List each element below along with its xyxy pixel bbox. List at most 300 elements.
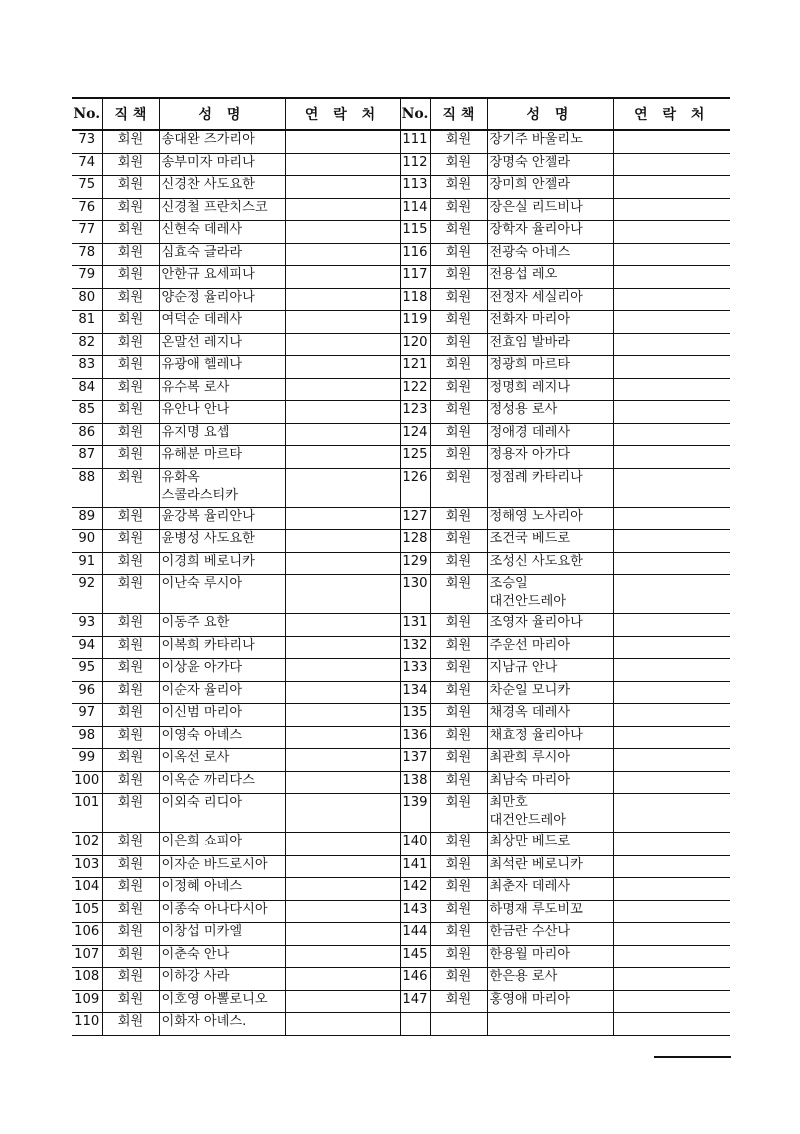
member-name-left xyxy=(159,266,285,289)
member-role-left: 회원 xyxy=(102,636,159,659)
member-role-right: 회원 xyxy=(430,446,487,469)
member-name-text: 유화옥 xyxy=(161,469,200,485)
member-role-right: 회원 xyxy=(430,704,487,727)
member-name-left xyxy=(159,968,285,991)
member-no-right: 127 xyxy=(400,507,430,530)
member-name-right xyxy=(487,681,613,704)
member-no-right: 123 xyxy=(400,401,430,424)
member-role-left: 회원 xyxy=(102,378,159,401)
header-name-left: 성 명 xyxy=(159,98,285,130)
table-row xyxy=(72,333,730,356)
member-role-left: 회원 xyxy=(102,446,159,469)
member-name-left xyxy=(159,176,285,199)
member-no-left: 84 xyxy=(72,378,102,401)
member-no-right: 147 xyxy=(400,990,430,1013)
member-role-left: 회원 xyxy=(102,423,159,446)
member-name-left xyxy=(159,288,285,311)
table-row xyxy=(72,726,730,749)
table-row xyxy=(72,575,730,614)
table-row xyxy=(72,794,730,833)
member-contact-left xyxy=(285,1013,400,1036)
member-name-text: 이옥순 까리다스 xyxy=(161,772,255,788)
member-name-text: 장학자 율리아나 xyxy=(489,222,583,237)
member-contact-right xyxy=(613,681,730,704)
member-contact-right xyxy=(613,530,730,553)
member-name-text: 신경철 프란치스코 xyxy=(161,199,268,215)
member-name-right xyxy=(487,575,613,614)
member-contact-left xyxy=(285,833,400,856)
member-name-text: 신현숙 데레사 xyxy=(161,222,243,237)
member-name-right xyxy=(487,530,613,553)
member-contact-left xyxy=(285,468,400,507)
member-role-right: 회원 xyxy=(430,401,487,424)
table-row xyxy=(72,401,730,424)
member-no-left: 90 xyxy=(72,530,102,553)
member-contact-right xyxy=(613,356,730,379)
member-no-left: 94 xyxy=(72,636,102,659)
member-name-right xyxy=(487,990,613,1013)
member-name-text: 전정자 세실리아 xyxy=(489,289,583,305)
member-name-left xyxy=(159,794,285,833)
member-name-text: 정애경 데레사 xyxy=(489,424,571,440)
member-no-left: 75 xyxy=(72,176,102,199)
member-name-text: 홍영애 마리아 xyxy=(489,991,571,1007)
member-name-left xyxy=(159,855,285,878)
table-row xyxy=(72,855,730,878)
member-contact-right xyxy=(613,945,730,968)
member-name-left xyxy=(159,749,285,772)
member-name-text: 한용월 마리아 xyxy=(489,946,571,962)
member-no-left: 82 xyxy=(72,333,102,356)
member-no-right: 125 xyxy=(400,446,430,469)
member-name-text: 이호영 아뽈로니오 xyxy=(161,991,268,1007)
header-contact-left: 연 락 처 xyxy=(285,98,400,130)
member-name-left xyxy=(159,153,285,176)
member-name-right xyxy=(487,288,613,311)
member-name-left xyxy=(159,401,285,424)
member-name-text: 이영숙 아녜스 xyxy=(161,727,243,743)
member-name-left xyxy=(159,198,285,221)
member-name-text: 이경희 베로니카 xyxy=(161,553,255,569)
member-role-left: 회원 xyxy=(102,153,159,176)
member-name-right xyxy=(487,333,613,356)
member-contact-left xyxy=(285,401,400,424)
member-name-text: 채경옥 데레사 xyxy=(489,705,571,720)
member-no-left: 96 xyxy=(72,681,102,704)
member-contact-left xyxy=(285,990,400,1013)
member-contact-right xyxy=(613,153,730,176)
member-no-right: 138 xyxy=(400,771,430,794)
member-contact-left xyxy=(285,968,400,991)
member-no-left: 102 xyxy=(72,833,102,856)
member-contact-right xyxy=(613,771,730,794)
member-contact-left xyxy=(285,243,400,266)
table-row xyxy=(72,356,730,379)
table-row xyxy=(72,659,730,682)
member-name-text: 송대완 즈가리아 xyxy=(161,132,255,147)
member-name-right xyxy=(487,794,613,833)
member-no-right: 134 xyxy=(400,681,430,704)
member-role-right: 회원 xyxy=(430,552,487,575)
member-name-text: 유광애 헬레나 xyxy=(161,357,243,372)
member-contact-left xyxy=(285,749,400,772)
member-role-left: 회원 xyxy=(102,794,159,833)
member-role-left: 회원 xyxy=(102,990,159,1013)
member-role-right: 회원 xyxy=(430,130,487,153)
member-name-text: 정점례 카타리나 xyxy=(489,469,583,485)
member-role-right: 회원 xyxy=(430,855,487,878)
member-name-left xyxy=(159,771,285,794)
member-name-text: 전효임 발바라 xyxy=(489,334,571,350)
member-name-text: 주운선 마리아 xyxy=(489,637,571,653)
member-no-right: 118 xyxy=(400,288,430,311)
member-no-right: 116 xyxy=(400,243,430,266)
member-no-left: 77 xyxy=(72,221,102,244)
member-role-right: 회원 xyxy=(430,681,487,704)
member-role-right: 회원 xyxy=(430,968,487,991)
member-no-right: 111 xyxy=(400,130,430,153)
member-contact-right xyxy=(613,878,730,901)
table-row xyxy=(72,968,730,991)
member-role-left: 회원 xyxy=(102,900,159,923)
table-row xyxy=(72,945,730,968)
member-contact-left xyxy=(285,176,400,199)
member-name-left xyxy=(159,130,285,153)
table-row xyxy=(72,1013,730,1036)
member-no-left: 86 xyxy=(72,423,102,446)
member-role-left: 회원 xyxy=(102,401,159,424)
member-no-right: 129 xyxy=(400,552,430,575)
member-role-right: 회원 xyxy=(430,726,487,749)
member-contact-right xyxy=(613,198,730,221)
member-name-text: 전용섭 레오 xyxy=(489,267,558,282)
table-row xyxy=(72,530,730,553)
member-role-right xyxy=(430,1013,487,1036)
member-role-left: 회원 xyxy=(102,311,159,334)
member-name-right xyxy=(487,266,613,289)
member-name-text: 이외숙 리디아 xyxy=(161,795,243,810)
member-name-text: 장미희 안젤라 xyxy=(489,177,571,192)
member-contact-right xyxy=(613,575,730,614)
member-name-text: 이옥선 로사 xyxy=(161,750,230,765)
member-contact-right xyxy=(613,704,730,727)
table-row xyxy=(72,153,730,176)
member-role-left: 회원 xyxy=(102,749,159,772)
table-row xyxy=(72,288,730,311)
member-role-left: 회원 xyxy=(102,243,159,266)
member-name-left xyxy=(159,356,285,379)
member-name-left xyxy=(159,530,285,553)
header-role-right: 직 책 xyxy=(430,98,487,130)
member-role-right: 회원 xyxy=(430,833,487,856)
member-contact-left xyxy=(285,636,400,659)
table-row xyxy=(72,990,730,1013)
member-role-left: 회원 xyxy=(102,288,159,311)
member-contact-left xyxy=(285,311,400,334)
member-no-left: 73 xyxy=(72,130,102,153)
member-contact-left xyxy=(285,900,400,923)
member-contact-left xyxy=(285,446,400,469)
table-row xyxy=(72,681,730,704)
member-contact-left xyxy=(285,378,400,401)
member-contact-right xyxy=(613,614,730,637)
member-contact-left xyxy=(285,266,400,289)
member-role-right: 회원 xyxy=(430,878,487,901)
member-contact-left xyxy=(285,423,400,446)
member-role-left: 회원 xyxy=(102,771,159,794)
member-role-left: 회원 xyxy=(102,704,159,727)
member-name-text-line2: 대건안드레아 xyxy=(489,813,566,828)
member-name-text: 이상윤 아가다 xyxy=(161,660,243,675)
member-name-left xyxy=(159,833,285,856)
member-no-right: 141 xyxy=(400,855,430,878)
member-contact-left xyxy=(285,681,400,704)
member-contact-right xyxy=(613,833,730,856)
member-no-left: 93 xyxy=(72,614,102,637)
member-name-left xyxy=(159,221,285,244)
member-name-right xyxy=(487,923,613,946)
table-row xyxy=(72,923,730,946)
member-name-text: 정용자 아가다 xyxy=(489,447,571,462)
member-no-right: 113 xyxy=(400,176,430,199)
member-role-right: 회원 xyxy=(430,356,487,379)
member-name-text: 최관희 루시아 xyxy=(489,750,571,765)
member-role-right: 회원 xyxy=(430,900,487,923)
member-contact-right xyxy=(613,923,730,946)
member-name-left xyxy=(159,878,285,901)
member-no-right: 145 xyxy=(400,945,430,968)
member-name-right xyxy=(487,855,613,878)
member-name-left xyxy=(159,1013,285,1036)
member-name-left xyxy=(159,507,285,530)
member-name-text: 조성신 사도요한 xyxy=(489,553,583,569)
header-contact-right: 연 락 처 xyxy=(613,98,730,130)
member-name-right xyxy=(487,945,613,968)
member-contact-right xyxy=(613,243,730,266)
member-name-left xyxy=(159,575,285,614)
member-name-left xyxy=(159,681,285,704)
member-name-left xyxy=(159,378,285,401)
bottom-rule xyxy=(654,1056,731,1058)
member-role-right: 회원 xyxy=(430,198,487,221)
member-role-left: 회원 xyxy=(102,1013,159,1036)
member-no-right: 130 xyxy=(400,575,430,614)
member-name-text: 장은실 리드비나 xyxy=(489,199,583,215)
member-no-right: 112 xyxy=(400,153,430,176)
member-name-text: 조건국 베드로 xyxy=(489,531,571,546)
member-contact-right xyxy=(613,176,730,199)
member-name-text: 하명재 루도비꼬 xyxy=(489,901,583,917)
member-name-text: 온말선 레지나 xyxy=(161,334,243,350)
table-row xyxy=(72,704,730,727)
member-roster-table xyxy=(72,97,730,1036)
member-role-left: 회원 xyxy=(102,833,159,856)
member-contact-right xyxy=(613,855,730,878)
member-role-right: 회원 xyxy=(430,468,487,507)
member-no-right: 143 xyxy=(400,900,430,923)
member-role-right: 회원 xyxy=(430,794,487,833)
member-role-left: 회원 xyxy=(102,878,159,901)
member-name-text: 이화자 아녜스. xyxy=(161,1014,247,1029)
member-role-left: 회원 xyxy=(102,198,159,221)
member-role-right: 회원 xyxy=(430,530,487,553)
member-contact-right xyxy=(613,659,730,682)
member-role-right: 회원 xyxy=(430,507,487,530)
table-row xyxy=(72,176,730,199)
table-row xyxy=(72,446,730,469)
member-contact-left xyxy=(285,575,400,614)
table-row xyxy=(72,198,730,221)
member-no-right: 137 xyxy=(400,749,430,772)
member-name-text: 이춘숙 안나 xyxy=(161,946,230,962)
member-name-text: 이종숙 아나다시아 xyxy=(161,901,268,917)
member-name-text: 지남규 안나 xyxy=(489,660,558,675)
table-row xyxy=(72,468,730,507)
member-contact-left xyxy=(285,945,400,968)
member-no-right: 120 xyxy=(400,333,430,356)
member-name-left xyxy=(159,468,285,507)
member-name-text: 신경찬 사도요한 xyxy=(161,177,255,192)
member-role-left: 회원 xyxy=(102,968,159,991)
member-role-left: 회원 xyxy=(102,356,159,379)
member-no-left: 107 xyxy=(72,945,102,968)
member-role-right: 회원 xyxy=(430,636,487,659)
member-no-right: 115 xyxy=(400,221,430,244)
member-role-right: 회원 xyxy=(430,333,487,356)
member-name-left xyxy=(159,945,285,968)
member-name-text: 정광희 마르타 xyxy=(489,357,571,372)
member-name-right xyxy=(487,446,613,469)
table-row xyxy=(72,614,730,637)
member-name-right xyxy=(487,130,613,153)
member-no-left: 95 xyxy=(72,659,102,682)
member-name-right xyxy=(487,176,613,199)
member-no-right: 117 xyxy=(400,266,430,289)
member-contact-left xyxy=(285,198,400,221)
table-row xyxy=(72,311,730,334)
member-role-right: 회원 xyxy=(430,614,487,637)
table-row xyxy=(72,771,730,794)
member-name-text: 장기주 바울리노 xyxy=(489,132,583,147)
member-no-left: 87 xyxy=(72,446,102,469)
member-name-text: 이난숙 루시아 xyxy=(161,576,243,591)
member-name-right xyxy=(487,401,613,424)
member-name-right xyxy=(487,423,613,446)
member-role-right: 회원 xyxy=(430,266,487,289)
member-role-left: 회원 xyxy=(102,552,159,575)
member-contact-right xyxy=(613,900,730,923)
member-no-left: 80 xyxy=(72,288,102,311)
member-name-text: 이창섭 미카엘 xyxy=(161,924,243,939)
member-role-left: 회원 xyxy=(102,726,159,749)
member-no-right: 133 xyxy=(400,659,430,682)
member-no-left: 88 xyxy=(72,468,102,507)
member-role-left: 회원 xyxy=(102,855,159,878)
member-no-left: 91 xyxy=(72,552,102,575)
member-name-text: 정성용 로사 xyxy=(489,402,558,417)
member-no-left: 109 xyxy=(72,990,102,1013)
member-name-text: 조영자 율리아나 xyxy=(489,615,583,630)
member-name-text: 안한규 요세피나 xyxy=(161,267,255,282)
member-role-right: 회원 xyxy=(430,771,487,794)
member-contact-right xyxy=(613,311,730,334)
member-no-left: 89 xyxy=(72,507,102,530)
member-role-left: 회원 xyxy=(102,221,159,244)
member-name-text: 전화자 마리아 xyxy=(489,312,571,327)
member-name-text: 이동주 요한 xyxy=(161,615,230,630)
member-no-right: 114 xyxy=(400,198,430,221)
member-no-right: 126 xyxy=(400,468,430,507)
member-no-right: 140 xyxy=(400,833,430,856)
member-no-left: 98 xyxy=(72,726,102,749)
member-name-left xyxy=(159,614,285,637)
member-contact-right xyxy=(613,423,730,446)
table-row xyxy=(72,378,730,401)
member-name-text: 여덕순 데레사 xyxy=(161,312,243,327)
member-name-text: 정명희 레지나 xyxy=(489,379,571,395)
member-name-right xyxy=(487,878,613,901)
member-name-text: 이은희 쇼피아 xyxy=(161,834,243,849)
member-name-text: 윤강복 율리안나 xyxy=(161,508,255,524)
member-name-left xyxy=(159,446,285,469)
table-row xyxy=(72,636,730,659)
member-contact-left xyxy=(285,221,400,244)
member-name-right xyxy=(487,1013,613,1036)
member-role-right: 회원 xyxy=(430,243,487,266)
member-role-right: 회원 xyxy=(430,153,487,176)
member-no-right: 135 xyxy=(400,704,430,727)
member-no-left: 106 xyxy=(72,923,102,946)
member-name-text: 최만호 xyxy=(489,795,528,810)
member-name-right xyxy=(487,636,613,659)
member-no-right: 119 xyxy=(400,311,430,334)
member-name-right xyxy=(487,153,613,176)
member-contact-left xyxy=(285,923,400,946)
member-no-left: 74 xyxy=(72,153,102,176)
member-contact-right xyxy=(613,468,730,507)
member-name-left xyxy=(159,243,285,266)
table-row xyxy=(72,833,730,856)
member-no-left: 78 xyxy=(72,243,102,266)
member-name-left xyxy=(159,900,285,923)
member-name-text: 최남숙 마리아 xyxy=(489,772,571,788)
member-role-right: 회원 xyxy=(430,749,487,772)
member-contact-right xyxy=(613,794,730,833)
member-contact-right xyxy=(613,726,730,749)
member-name-text: 이순자 율리아 xyxy=(161,682,243,698)
member-contact-left xyxy=(285,507,400,530)
member-name-right xyxy=(487,704,613,727)
member-name-text: 심효숙 글라라 xyxy=(161,244,243,260)
member-role-left: 회원 xyxy=(102,130,159,153)
member-no-right: 146 xyxy=(400,968,430,991)
member-name-text: 이복희 카타리나 xyxy=(161,637,255,653)
member-contact-left xyxy=(285,771,400,794)
member-contact-right xyxy=(613,266,730,289)
member-role-left: 회원 xyxy=(102,266,159,289)
member-role-right: 회원 xyxy=(430,990,487,1013)
member-name-text: 이하강 사라 xyxy=(161,969,230,984)
member-name-left xyxy=(159,552,285,575)
member-name-right xyxy=(487,749,613,772)
table-row xyxy=(72,130,730,153)
member-name-right xyxy=(487,552,613,575)
table-row xyxy=(72,221,730,244)
member-contact-right xyxy=(613,507,730,530)
member-name-left xyxy=(159,704,285,727)
member-name-text: 유해분 마르타 xyxy=(161,447,243,462)
member-name-text: 한금란 수산나 xyxy=(489,924,571,939)
